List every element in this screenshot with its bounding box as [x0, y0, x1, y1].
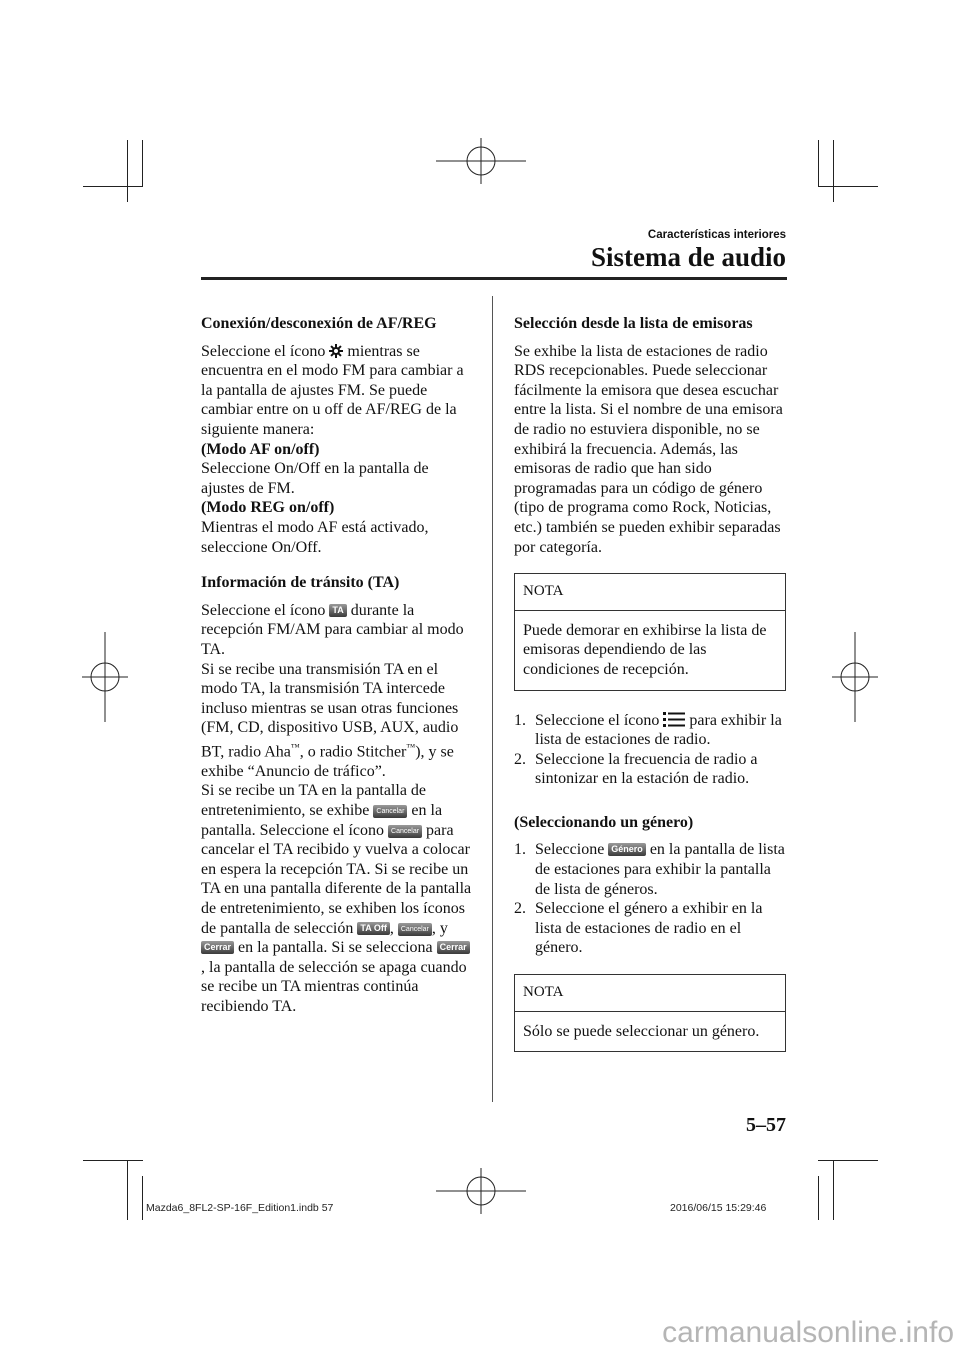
paragraph-ta-3 [201, 781, 473, 1016]
column-divider [492, 296, 493, 1102]
text: en la pantalla. Si se selecciona [238, 939, 433, 957]
text: , la pantalla de selección se apaga cuando se recibe un TA mientras continúa recibiendo TA. [201, 958, 467, 1015]
gear-icon [329, 344, 343, 358]
chapter-title: Sistema de audio [590, 242, 786, 272]
header-rule [201, 277, 787, 280]
paragraph-reg: Mientras el modo AF está activado, seleccione On/Off. [201, 518, 429, 556]
note-body: Sólo se puede seleccionar un género. [523, 1022, 760, 1040]
trademark: ™ [290, 741, 300, 752]
footer-file: Mazda6_8FL2-SP-16F_Edition1.indb 57 [146, 1202, 334, 1214]
note-box [514, 974, 786, 1052]
step-number: 2. [514, 900, 526, 918]
text: mientras se encuentra en el modo FM para cambiar a la pantalla de ajustes FM. Se puede cambiar entre on u off de AF/REG de la siguiente manera: [201, 342, 464, 438]
text: Seleccione [535, 841, 605, 859]
step-number: 2. [514, 750, 526, 768]
registration-target-icon [436, 138, 526, 184]
text: Seleccione la frecuencia de radio a sintonizar en la estación de radio. [535, 750, 758, 788]
cerrar-button-icon: Cerrar [201, 941, 234, 954]
cancelar-button-icon: Cancelar [398, 923, 432, 936]
note-heading: NOTA [515, 975, 785, 1012]
page-number: 5–57 [746, 1114, 786, 1136]
ta-button-icon: TA [329, 604, 346, 617]
heading-ta: Información de tránsito (TA) [201, 574, 400, 592]
registration-target-icon [82, 632, 128, 722]
text: , y [431, 919, 448, 937]
text: , [389, 919, 394, 937]
step-number: 1. [514, 841, 526, 859]
footer-date: 2016/06/15 15:29:46 [670, 1202, 767, 1214]
list-item [514, 711, 786, 750]
section-title: Características interiores [647, 229, 786, 241]
heading-af-reg: Conexión/desconexión de AF/REG [201, 315, 437, 332]
note-heading: NOTA [515, 574, 785, 611]
text: Seleccione el género a exhibir en la lista de estaciones de radio en el género. [535, 900, 763, 957]
cerrar-button-icon: Cerrar [437, 941, 470, 954]
paragraph-station-list: Se exhibe la lista de estaciones de radio RDS recepcionables. Puede seleccionar fácilmente la emisora que desea escuchar entre la lista. Si el nombre de una emisora de radio no estuviera disponible, no se exhibirá la frecuencia. Además, las emisoras de radio que han sido programadas para un código de género (tipo de programa como Rock, Noticias, etc.) también se pueden exhibir separadas por categoría. [514, 342, 783, 556]
paragraph-ta-2 [201, 660, 473, 782]
text: Seleccione el ícono [535, 711, 660, 729]
text: Seleccione el ícono [201, 342, 326, 360]
note-body: Puede demorar en exhibirse la lista de emisoras dependiendo de las condiciones de recepción. [523, 621, 767, 678]
paragraph-ta-1 [201, 601, 473, 660]
genero-button-icon: Género [608, 843, 646, 856]
note-box [514, 573, 786, 690]
heading-station-list: Selección desde la lista de emisoras [514, 315, 753, 332]
registration-target-icon [436, 1168, 526, 1214]
registration-target-icon [832, 632, 878, 722]
text: Si se recibe un TA en la pantalla de entretenimiento, se exhibe [201, 782, 427, 819]
text: durante la recepción FM/AM para cambiar al modo TA. [201, 601, 464, 658]
list-item [514, 840, 786, 899]
genre-steps-list [514, 840, 786, 958]
subheading-af: (Modo AF on/off) [201, 440, 320, 458]
text: ), y se exhibe “Anuncio de tráfico”. [201, 743, 454, 780]
paragraph-af: Seleccione On/Off en la pantalla de ajustes de FM. [201, 460, 429, 497]
right-column [514, 314, 786, 1052]
text: Seleccione el ícono [201, 601, 326, 619]
paragraph-af-reg [201, 342, 473, 440]
cancelar-button-icon: Cancelar [388, 825, 422, 838]
cancelar-button-icon: Cancelar [373, 805, 407, 818]
text: para cancelar el TA recibido y vuelva a colocar en espera la recepción TA. Si se recibe un TA en una pantalla diferente de la pantalla de entretenimiento, se exhiben los íconos de pantalla de selección [201, 821, 472, 937]
text: en la pantalla de lista de estaciones para exhibir la pantalla de lista de géneros. [535, 841, 785, 898]
subheading-reg: (Modo REG on/off) [201, 499, 335, 517]
text: , o radio Stitcher [299, 743, 407, 761]
text: Si se recibe una transmisión TA en el modo TA, la transmisión TA intercede incluso mientras se usan otras funciones (FM, CD, dispositivo USB, AUX, audio BT, radio Aha [201, 660, 459, 761]
step-number: 1. [514, 711, 526, 729]
text: en la pantalla. Seleccione el ícono [201, 801, 443, 839]
list-item [514, 750, 786, 789]
text: para exhibir la lista de estaciones de radio. [535, 711, 782, 749]
heading-genre: (Seleccionando un género) [514, 813, 694, 831]
list-item [514, 899, 786, 958]
steps-list [514, 711, 786, 789]
list-icon [663, 712, 685, 727]
trademark: ™ [406, 741, 416, 752]
watermark: carmanualsonline.info [662, 1316, 954, 1349]
ta-off-button-icon: TA Off [357, 922, 390, 935]
left-column [201, 314, 473, 1017]
